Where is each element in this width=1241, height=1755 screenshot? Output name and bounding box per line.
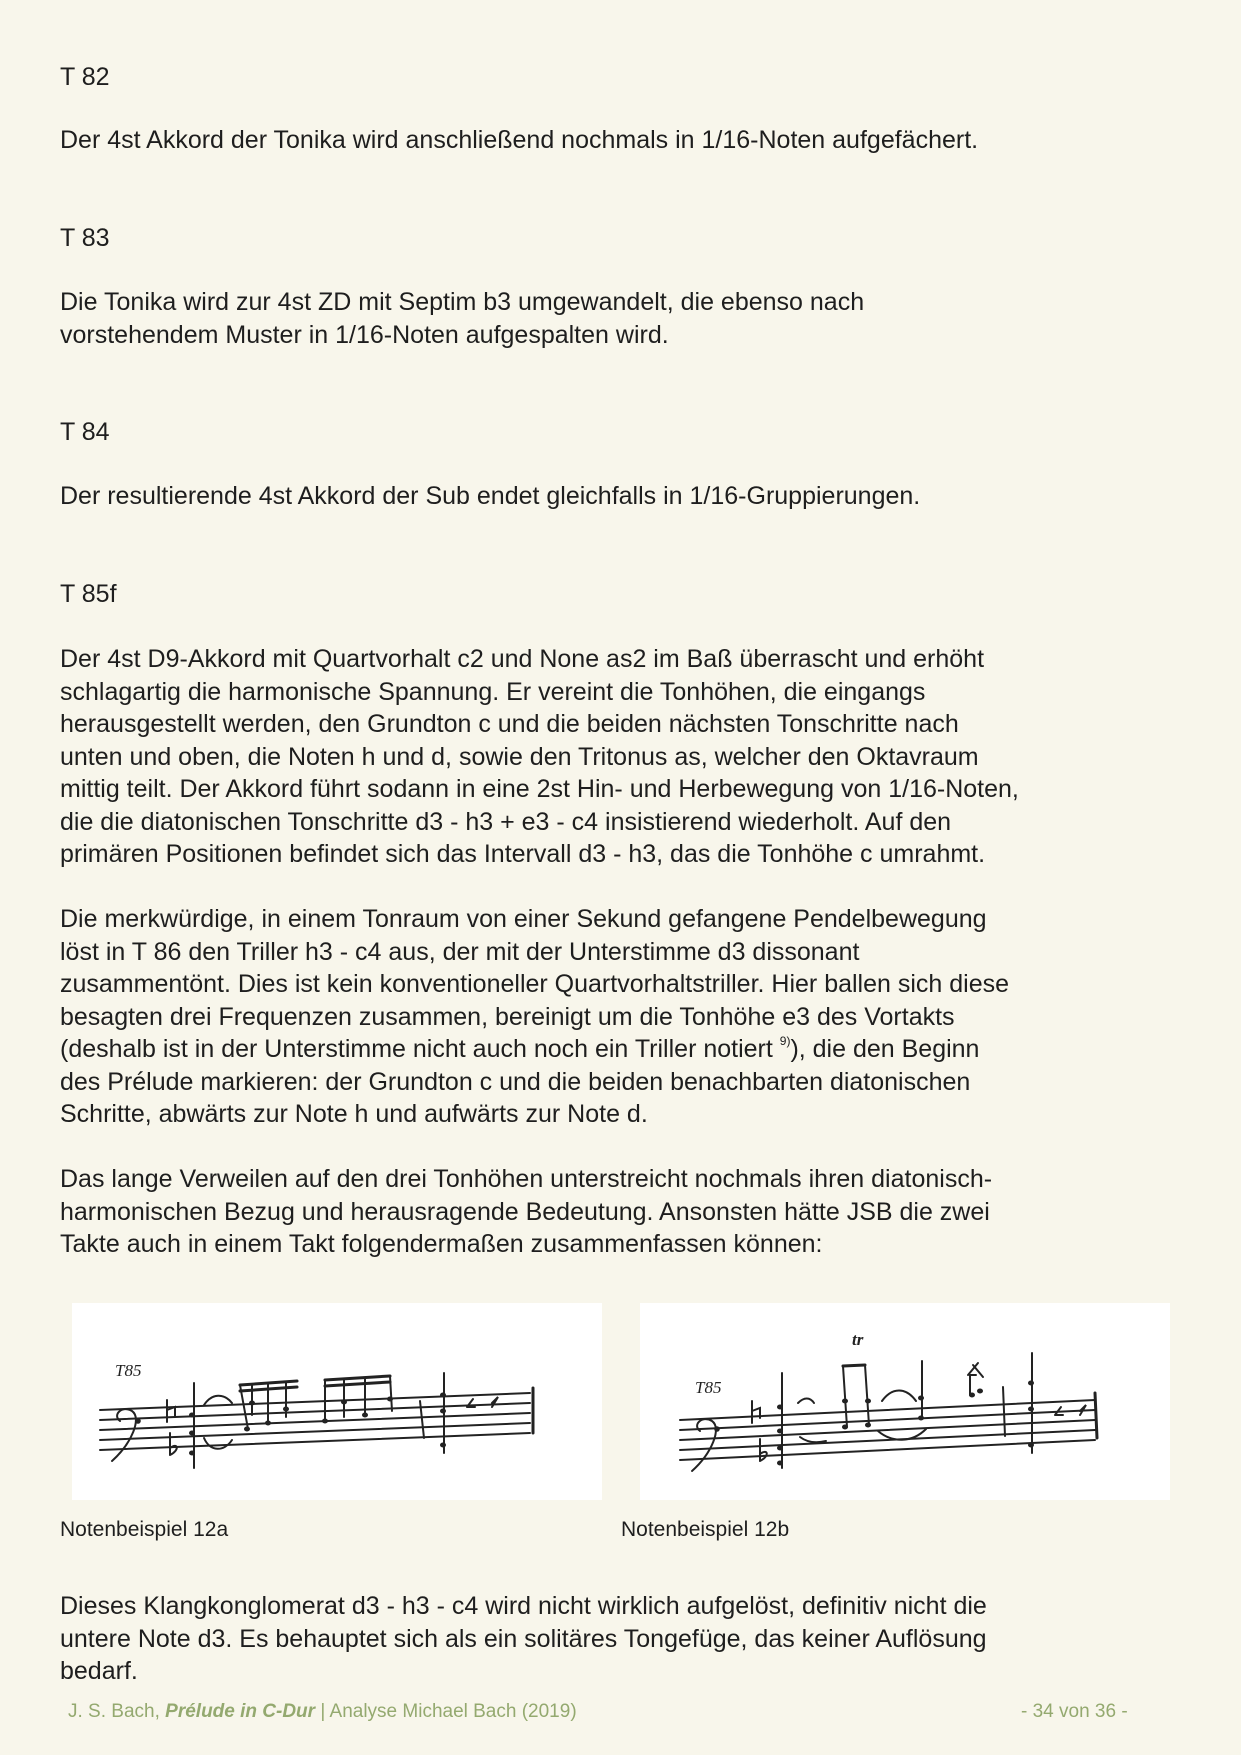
footer-citation xyxy=(68,1701,577,1723)
footer-separator: | xyxy=(315,1701,330,1722)
tie-arc xyxy=(800,1437,826,1442)
rest-icon xyxy=(1055,1405,1086,1415)
measure-heading-t83: T 83 xyxy=(60,224,110,252)
flat-sign-icon xyxy=(760,1439,767,1461)
beam xyxy=(325,1376,390,1380)
tie-arc xyxy=(798,1399,814,1404)
measure-heading-t84: T 84 xyxy=(60,418,110,446)
measure-label: T85 xyxy=(695,1378,722,1397)
measure-heading-t85f: T 85f xyxy=(60,580,117,608)
paragraph-t84: Der resultierende 4st Akkord der Sub endet gleichfalls in 1/16-Gruppierungen. xyxy=(60,482,921,510)
page-number: - 34 von 36 - xyxy=(1021,1701,1128,1722)
footer-author: J. S. Bach, xyxy=(68,1701,166,1722)
handwritten-score-12b xyxy=(640,1303,1170,1500)
paragraph-t85f-2 xyxy=(60,903,1190,1131)
natural-sign-icon xyxy=(752,1401,760,1423)
closing-paragraph: Dieses Klangkonglomerat d3 - h3 - c4 wird nicht wirklich aufgelöst, definitiv nicht die untere Note d3. Es behauptet sich als ein solitäres Tongefüge, das keiner Auflösung bedarf. xyxy=(60,1592,987,1685)
staff-line xyxy=(100,1393,530,1410)
paragraph-t85f-3: Das lange Verweilen auf den drei Tonhöhen unterstreicht nochmals ihren diatonisch- harmonischen Bezug und herausragende Bedeutung. Ansonsten hätte JSB die zwei Takte auch in einem Takt folgendermaßen zusammenfassen können: xyxy=(60,1165,993,1258)
figure-caption-12b: Notenbeispiel 12b xyxy=(621,1518,790,1541)
beam xyxy=(325,1382,390,1386)
note-stem xyxy=(865,1365,869,1425)
note-stem xyxy=(390,1376,392,1411)
paragraph-t82: Der 4st Akkord der Tonika wird anschließend nochmals in 1/16-Noten aufgefächert. xyxy=(60,126,979,154)
paragraph-t85f-1: Der 4st D9-Akkord mit Quartvorhalt c2 und None as2 im Baß überrascht und erhöht schlagartig die harmonische Spannung. Er vereint die Tonhöhen, die eingangs herausgestellt werden, den Grundton c und die beiden nächsten Tonschritte nach unten und oben, die Noten h und d, sowie den Tritonus as, welcher den Oktavraum mittig teilt. Der Akkord führt sodann in eine 2st Hin- und Herbewegung von 1/16-Noten, die die diatonischen Tonschritte d3 - h3 + e3 - c4 insistierend wiederholt. Auf den primären Positionen befindet sich das Intervall d3 - h3, das die Tonhöhe c umrahmt. xyxy=(60,645,1019,868)
paragraph-t83: Die Tonika wird zur 4st ZD mit Septim b3 umgewandelt, die ebenso nach vorstehendem Muster in 1/16-Noten aufgespalten wird. xyxy=(60,288,865,349)
natural-sign-icon xyxy=(167,1400,175,1422)
paragraph-text: ), die den Beginn des Prélude markieren: der Grundton c und die beiden benachbarten diatonischen Schritte, abwärts zur Note h und aufwärts zur Note d. xyxy=(60,1035,980,1128)
bass-clef-icon xyxy=(692,1419,716,1471)
figure-caption-12a: Notenbeispiel 12a xyxy=(60,1518,229,1541)
bass-clef-icon xyxy=(112,1409,136,1461)
tie-arc xyxy=(204,1396,232,1405)
tie-arc xyxy=(204,1438,232,1449)
paragraph-text: Die merkwürdige, in einem Tonraum von einer Sekund gefangene Pendelbewegung löst in T 86 den Triller h3 - c4 aus, der mit der Unterstimme d3 dissonant zusammentönt. Dies ist kein konventioneller Quartvorhaltstriller. Hier ballen sich diese besagten drei Frequenzen zusammen, bereinigt um die Tonhöhe e3 des Vortakts (deshalb ist in der Unterstimme nicht auch noch ein Triller notiert xyxy=(60,905,1010,1063)
staff-line xyxy=(100,1403,530,1420)
staff-line xyxy=(100,1423,530,1440)
note-stem xyxy=(843,1366,847,1427)
measure-heading-t82: T 82 xyxy=(60,63,110,91)
handwritten-score-12a xyxy=(72,1303,602,1500)
staff-line xyxy=(100,1413,530,1430)
beam xyxy=(843,1365,865,1366)
staff-line xyxy=(100,1433,530,1450)
trill-icon: tr xyxy=(852,1330,864,1349)
footer-analysis: Analyse Michael Bach (2019) xyxy=(329,1701,577,1722)
tie-arc xyxy=(882,1391,916,1402)
barline xyxy=(1003,1387,1005,1436)
footnote-reference[interactable]: 9) xyxy=(779,1034,791,1048)
music-example-12a xyxy=(72,1303,602,1500)
barline-end xyxy=(1095,1393,1097,1438)
measure-label: T85 xyxy=(115,1361,142,1380)
footer-work-title: Prélude in C-Dur xyxy=(165,1701,316,1722)
music-example-12b xyxy=(640,1303,1170,1500)
